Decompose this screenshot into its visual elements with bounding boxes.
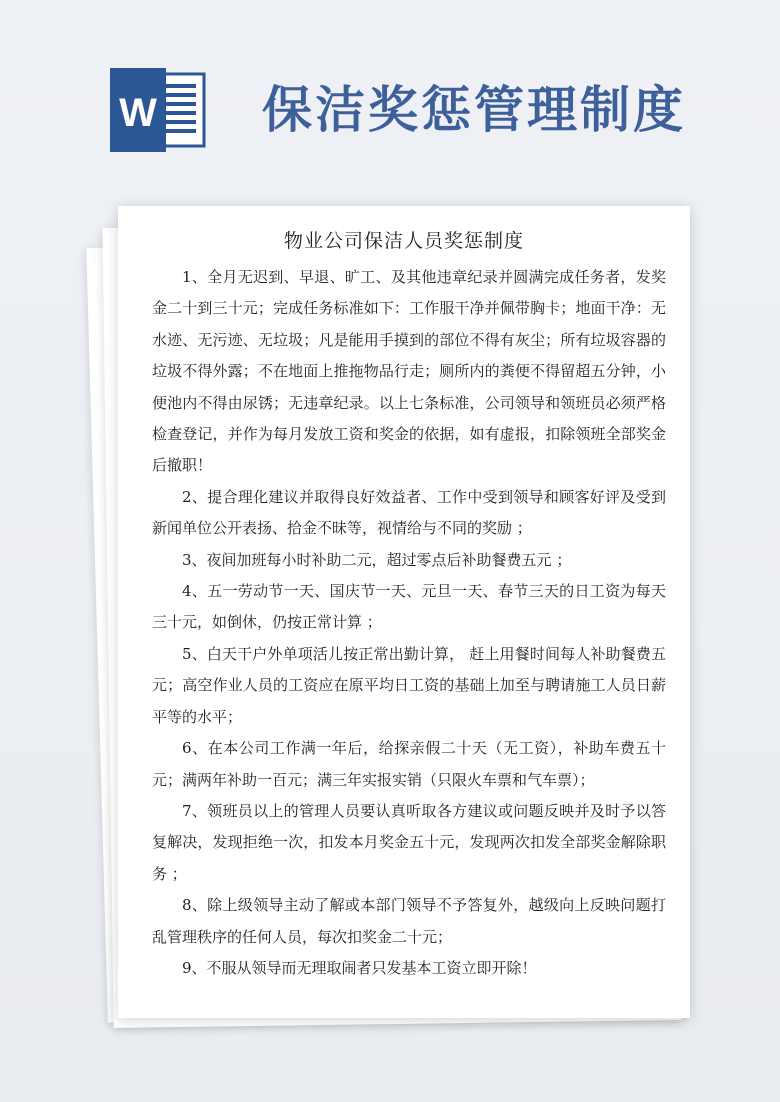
paragraph-3: 3、夜间加班每小时补助二元，超过零点后补助餐费五元 ；	[182, 550, 572, 569]
page-title: 保洁奖惩管理制度	[262, 81, 686, 139]
paragraph-6: 6、在本公司工作满一年后，给探亲假二十天（无工资），补助车费五十元；满两年补助一百元；满三年实报实销（只限火车票和气车票）；	[152, 739, 666, 789]
document-page	[118, 206, 690, 1018]
word-document-icon	[110, 68, 208, 152]
paragraph-4: 4、五一劳动节一天、国庆节一天、元旦一天、春节三天的日工资为每天三十元，如倒休，仍按正常计算 ；	[152, 582, 666, 632]
header	[0, 0, 780, 200]
paragraph-9: 9、不服从领导而无理取闹者只发基本工资立即开除！	[182, 958, 537, 977]
paragraph-5: 5、白天干户外单项活儿按正常出勤计算， 赶上用餐时间每人补助餐费五元；高空作业人员的工资应在原平均日工资的基础上加至与聘请施工人员日薪平等的水平；	[152, 644, 666, 726]
paragraph-8: 8、除上级领导主动了解或本部门领导不予答复外，越级向上反映问题打乱管理秩序的任何人员，每次扣奖金二十元；	[152, 896, 666, 946]
paragraph-2: 2、提合理化建议并取得良好效益者、工作中受到领导和顾客好评及受到新闻单位公开表扬、拾金不昧等，视情给与不同的奖励 ；	[152, 487, 666, 538]
document-body	[152, 262, 666, 984]
word-icon-letter: W	[119, 91, 157, 135]
document-title: 物业公司保洁人员奖惩制度	[283, 230, 524, 252]
paragraph-1: 1、全月无迟到、早退、旷工、及其他违章纪录并圆满完成任务者，发奖金二十到三十元；完成任务标准如下：工作服干净并佩带胸卡；地面干净：无水迹、无污迹、无垃圾；凡是能用手摸到的部位不得有灰尘；所有垃圾容器的垃圾不得外露；不在地面上推拖物品行走；厕所内的粪便不得留超五分钟，小便池内不得由尿锈；无违章纪录。以上七条标准，公司领导和领班员必须严格检查登记，并作为每月发放工资和奖金的依据，如有虚报，扣除领班全部奖金后撤职！	[152, 268, 666, 475]
paragraph-7: 7、领班员以上的管理人员要认真听取各方建议或问题反映并及时予以答复解决，发现拒绝一次，扣发本月奖金五十元，发现两次扣发全部奖金解除职务 ；	[152, 801, 666, 883]
